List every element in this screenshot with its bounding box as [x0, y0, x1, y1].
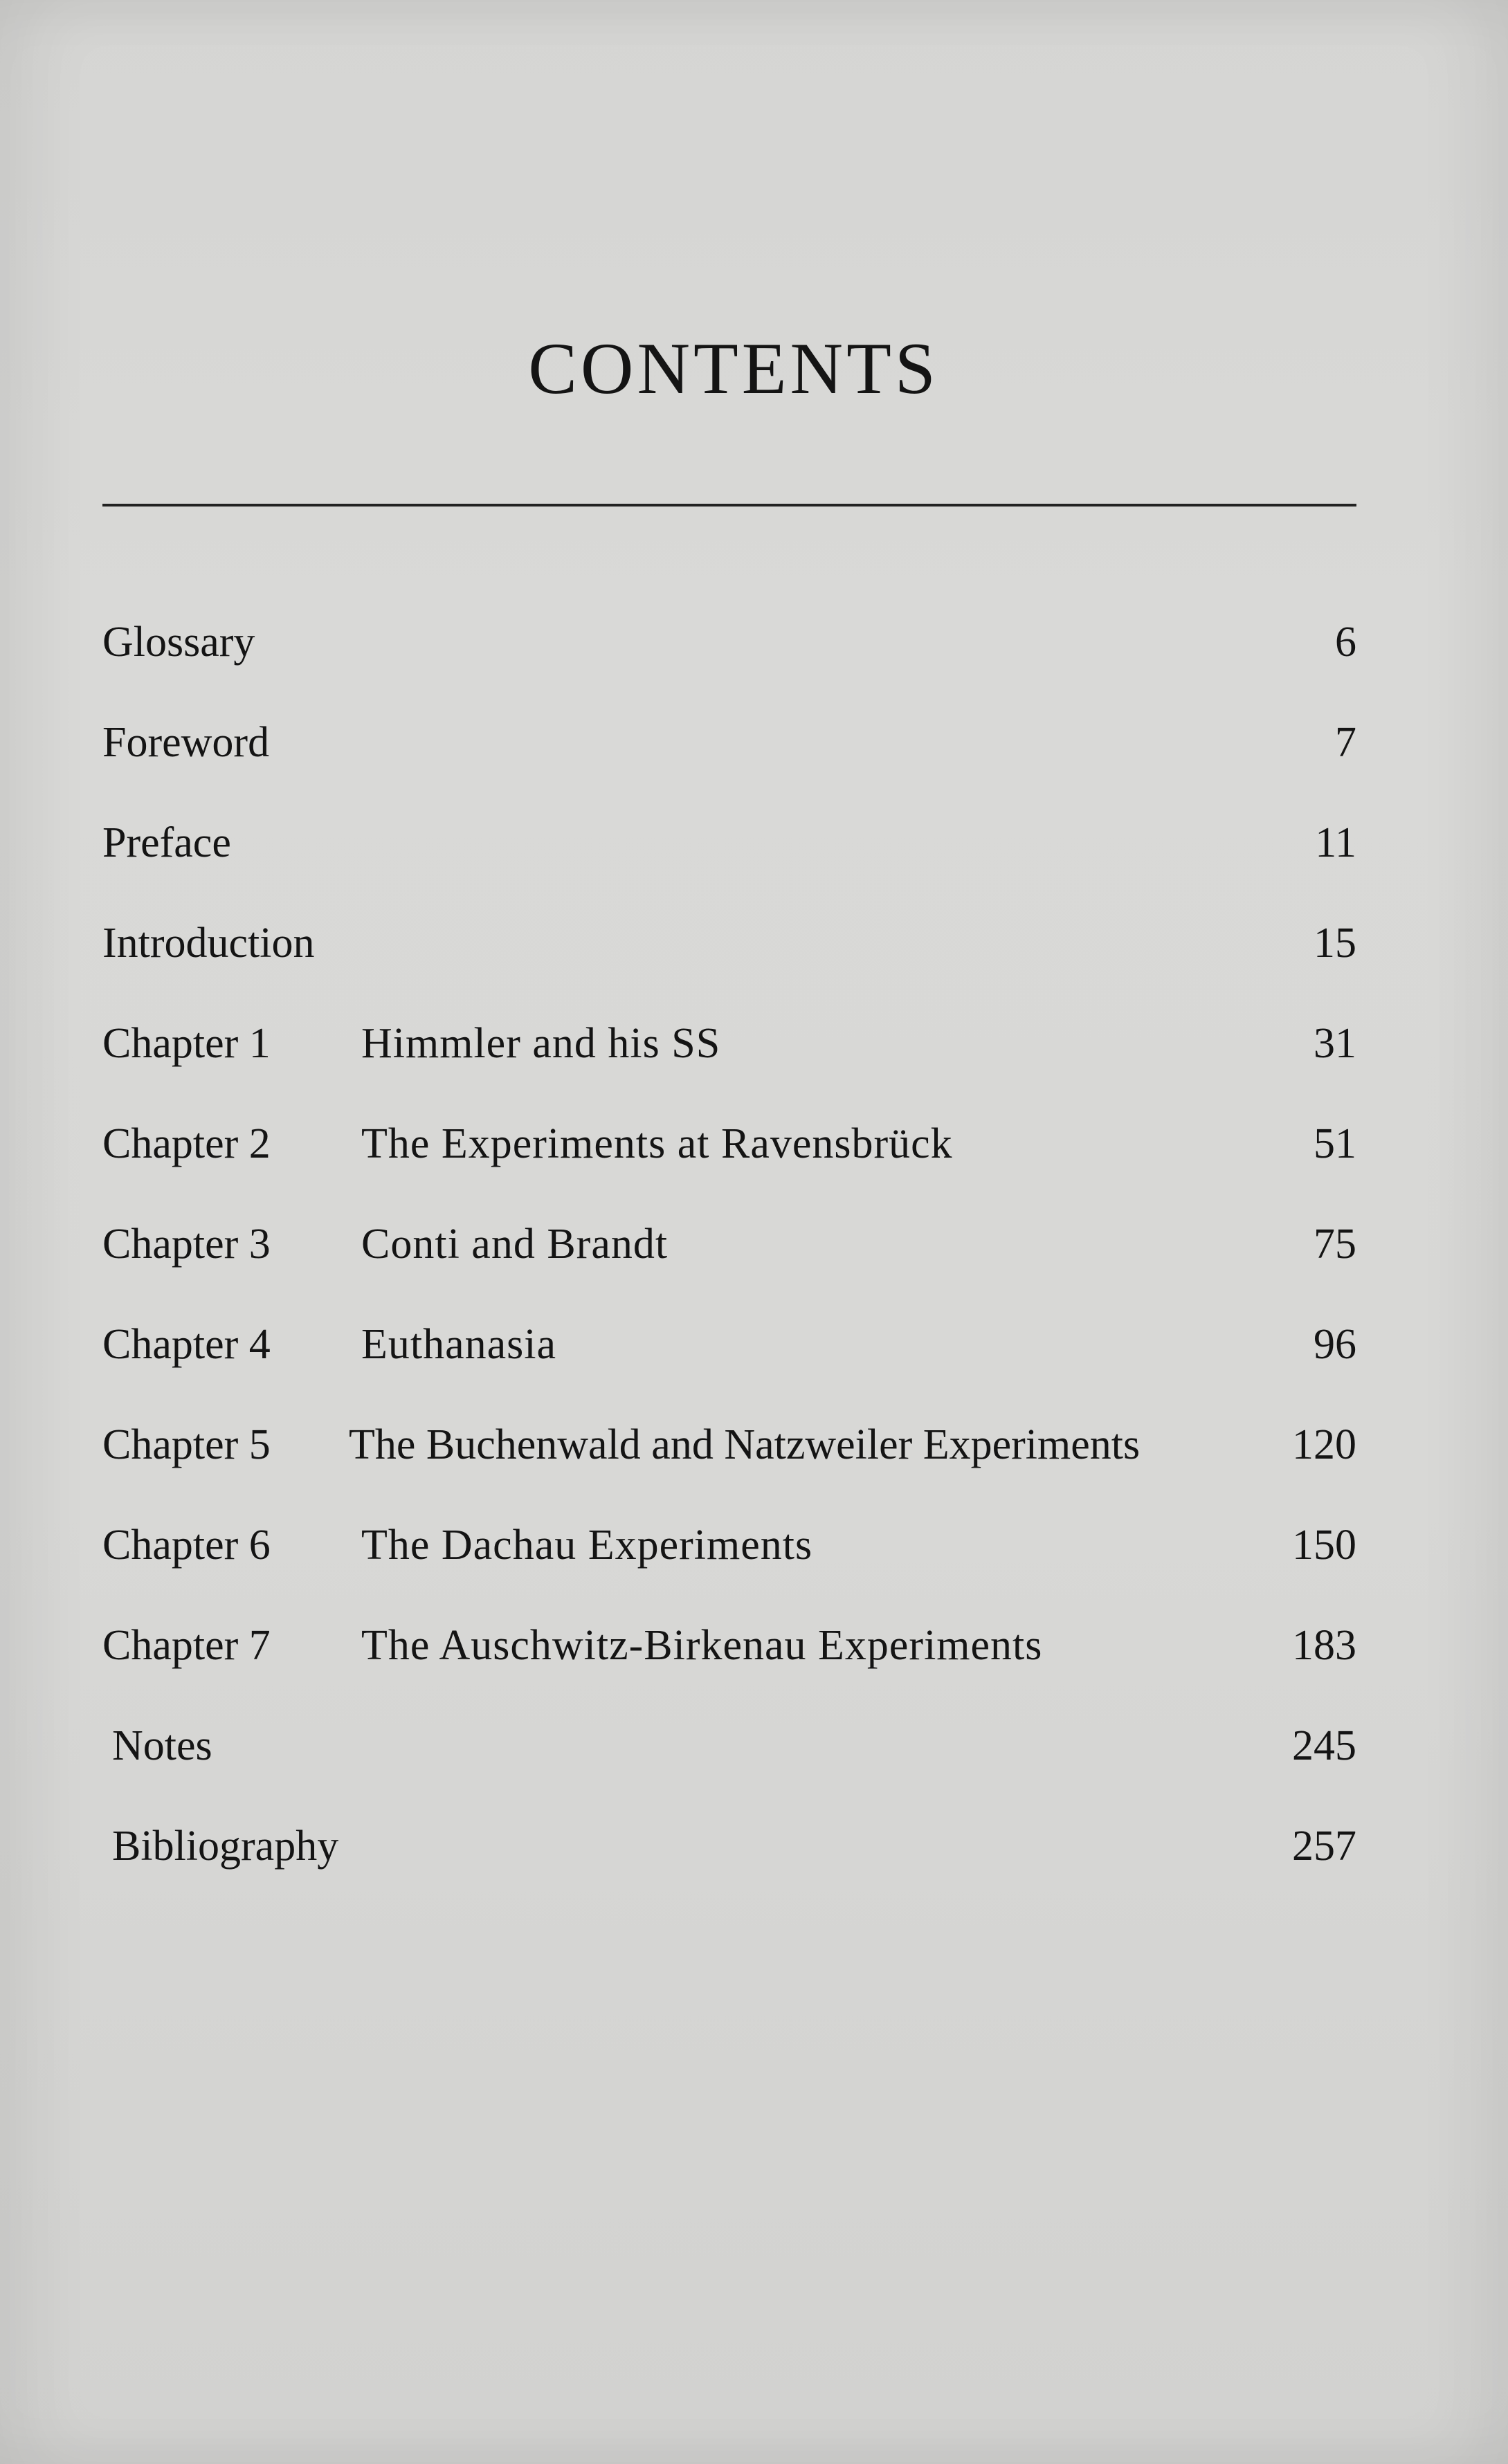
toc-entry-chapter-4 [102, 1313, 1356, 1376]
entry-label: Introduction [102, 920, 315, 967]
chapter-number: Chapter 6 [102, 1522, 271, 1569]
chapter-number: Chapter 7 [102, 1622, 271, 1669]
chapter-title: Conti and Brandt [361, 1221, 669, 1268]
toc-entry-notes [102, 1715, 1356, 1777]
toc-entry-chapter-1 [102, 1012, 1356, 1075]
chapter-title: The Buchenwald and Natzweiler Experiments [349, 1421, 1141, 1468]
entry-page-number: 11 [1315, 819, 1356, 866]
entry-page-number: 31 [1314, 1020, 1356, 1067]
toc-entry-chapter-5 [102, 1414, 1356, 1476]
entry-label: Preface [102, 819, 231, 866]
chapter-number: Chapter 5 [102, 1421, 271, 1468]
chapter-title: Himmler and his SS [361, 1020, 721, 1067]
entry-page-number: 150 [1292, 1522, 1356, 1569]
entry-label: Bibliography [112, 1823, 339, 1870]
entry-page-number: 96 [1314, 1321, 1356, 1368]
entry-page-number: 75 [1314, 1221, 1356, 1268]
entry-page-number: 6 [1335, 619, 1356, 666]
chapter-title: The Auschwitz-Birkenau Experiments [361, 1622, 1043, 1669]
entry-label: Glossary [102, 619, 255, 666]
entry-page-number: 15 [1314, 920, 1356, 967]
chapter-title: Euthanasia [361, 1321, 557, 1368]
chapter-title: The Dachau Experiments [361, 1522, 813, 1569]
chapter-number: Chapter 2 [102, 1120, 271, 1167]
entry-page-number: 7 [1335, 719, 1356, 766]
toc-entry-introduction [102, 912, 1356, 974]
chapter-title: The Experiments at Ravensbrück [361, 1120, 953, 1167]
toc-entry-chapter-3 [102, 1213, 1356, 1275]
chapter-number: Chapter 1 [102, 1020, 271, 1067]
toc-entry-foreword [102, 711, 1356, 774]
toc-entry-glossary [102, 611, 1356, 673]
toc-entry-chapter-7 [102, 1614, 1356, 1677]
page-title: CONTENTS [528, 328, 939, 409]
entry-page-number: 257 [1292, 1823, 1356, 1870]
chapter-number: Chapter 4 [102, 1321, 271, 1368]
entry-page-number: 183 [1292, 1622, 1356, 1669]
toc-entry-chapter-6 [102, 1514, 1356, 1576]
chapter-number: Chapter 3 [102, 1221, 271, 1268]
entry-label: Foreword [102, 719, 270, 766]
entry-label: Notes [112, 1722, 212, 1769]
toc-entry-chapter-2 [102, 1113, 1356, 1175]
entry-page-number: 51 [1314, 1120, 1356, 1167]
toc-entry-preface [102, 812, 1356, 874]
toc-entry-bibliography [102, 1815, 1356, 1877]
entry-page-number: 245 [1292, 1722, 1356, 1769]
entry-page-number: 120 [1292, 1421, 1356, 1468]
